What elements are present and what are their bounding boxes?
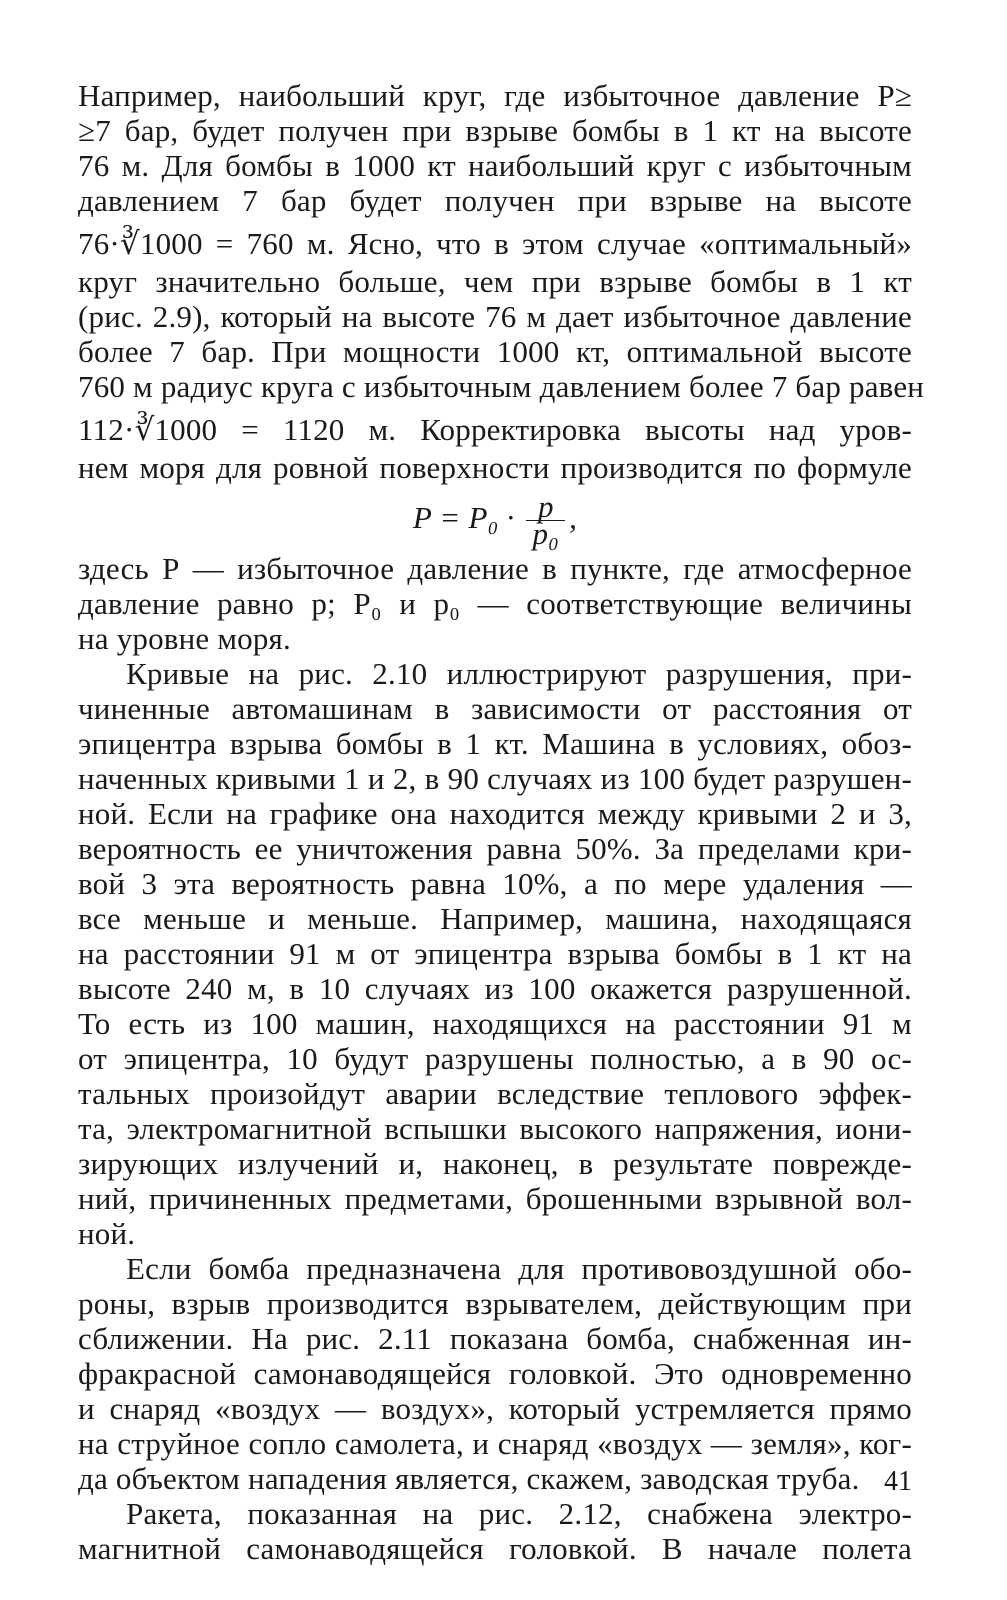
text-line: тальных произойдут аварии вследствие теплового эффек-: [78, 1076, 912, 1111]
text-line: магнитной самонаводящейся головкой. В начале полета: [78, 1531, 912, 1566]
paragraph-3: [78, 1251, 912, 1496]
text-line: круг значительно больше, чем при взрыве бомбы в 1 кт: [78, 264, 912, 299]
paragraph-1-continued: [78, 551, 912, 656]
formula-lhs: P = P₀ ·: [412, 500, 515, 535]
paragraph-2: [78, 656, 912, 1251]
text-line: ной. Если на графике она находится между кривыми 2 и 3,: [78, 796, 912, 831]
text-line: зирующих излучений и, наконец, в результате поврежде-: [78, 1146, 912, 1181]
text-line: на струйное сопло самолета, и снаряд «воздух — земля», ког-: [78, 1426, 912, 1461]
text-line: да объектом нападения является, скажем, заводская труба.: [78, 1461, 860, 1496]
document-page: [78, 78, 925, 1566]
text-line: ной.: [78, 1216, 136, 1251]
text-line: сближении. На рис. 2.11 показана бомба, снабженная ин-: [78, 1321, 912, 1356]
text-line: ний, причиненных предметами, брошенными взрывной вол-: [78, 1181, 912, 1216]
text-line: Например, наибольший круг, где избыточное давление Р≥: [78, 78, 912, 113]
text-line: вой 3 эта вероятность равна 10%, а по мере удаления —: [78, 866, 912, 901]
text-line: роны, взрыв производится взрывателем, действующим при: [78, 1286, 912, 1321]
text-line: чиненные автомашинам в зависимости от расстояния от: [78, 691, 912, 726]
text-line: ≥7 бар, будет получен при взрыве бомбы в 1 кт на высоте: [78, 113, 912, 148]
text-line: здесь Р — избыточное давление в пункте, где атмосферное: [78, 551, 912, 586]
text-line: 112·∛1000 = 1120 м. Корректировка высоты над уров-: [78, 412, 912, 447]
text-line: все меньше и меньше. Например, машина, находящаяся: [78, 901, 912, 936]
text-line: давление равно р; Р₀ и р₀ — соответствующие величины: [78, 586, 912, 621]
text-line: высоте 240 м, в 10 случаях из 100 окажется разрушенной.: [78, 971, 912, 1006]
formula-fraction: [526, 489, 565, 552]
text-line: давлением 7 бар будет получен при взрыве на высоте: [78, 183, 912, 218]
text-line: от эпицентра, 10 будут разрушены полностью, а в 90 ос-: [78, 1041, 912, 1076]
text-line: Ракета, показанная на рис. 2.12, снабжена электро-: [126, 1496, 912, 1531]
page-number: 41: [884, 1466, 912, 1497]
formula-denominator: p₀: [532, 516, 560, 552]
text-line: на уровне моря.: [78, 621, 291, 656]
text-line: более 7 бар. При мощности 1000 кт, оптимальной высоте: [78, 334, 912, 369]
paragraph-1: [78, 78, 925, 485]
text-line: вероятность ее уничтожения равна 50%. За пределами кри-: [78, 831, 912, 866]
text-line: 76 м. Для бомбы в 1000 кт наибольший круг с избыточным: [78, 148, 912, 183]
formula-numerator: p: [526, 494, 565, 521]
text-line: наченных кривыми 1 и 2, в 90 случаях из 100 будет разрушен-: [78, 761, 912, 796]
text-line: фракрасной самонаводящейся головкой. Это одновременно: [78, 1356, 912, 1391]
text-line: нем моря для ровной поверхности производится по формуле: [78, 450, 912, 485]
paragraph-4: [78, 1496, 912, 1566]
text-line: та, электромагнитной вспышки высокого напряжения, иони-: [78, 1111, 912, 1146]
pressure-formula: [78, 485, 912, 551]
text-line: эпицентра взрыва бомбы в 1 кт. Машина в условиях, обоз-: [78, 726, 912, 761]
text-line: на расстоянии 91 м от эпицентра взрыва бомбы в 1 кт на: [78, 936, 912, 971]
text-line: Кривые на рис. 2.10 иллюстрируют разрушения, при-: [126, 656, 912, 691]
text-line: и снаряд «воздух — воздух», который устремляется прямо: [78, 1391, 912, 1426]
text-line: 760 м радиус круга с избыточным давлением более 7 бар равен: [78, 369, 925, 404]
text-line: Если бомба предназначена для противовоздушной обо-: [126, 1251, 912, 1286]
text-line: (рис. 2.9), который на высоте 76 м дает избыточное давление: [78, 299, 912, 334]
text-line: 76·∛1000 = 760 м. Ясно, что в этом случае «оптимальный»: [78, 226, 912, 261]
text-line: То есть из 100 машин, находящихся на расстоянии 91 м: [78, 1006, 912, 1041]
formula-tail: ,: [569, 500, 578, 535]
